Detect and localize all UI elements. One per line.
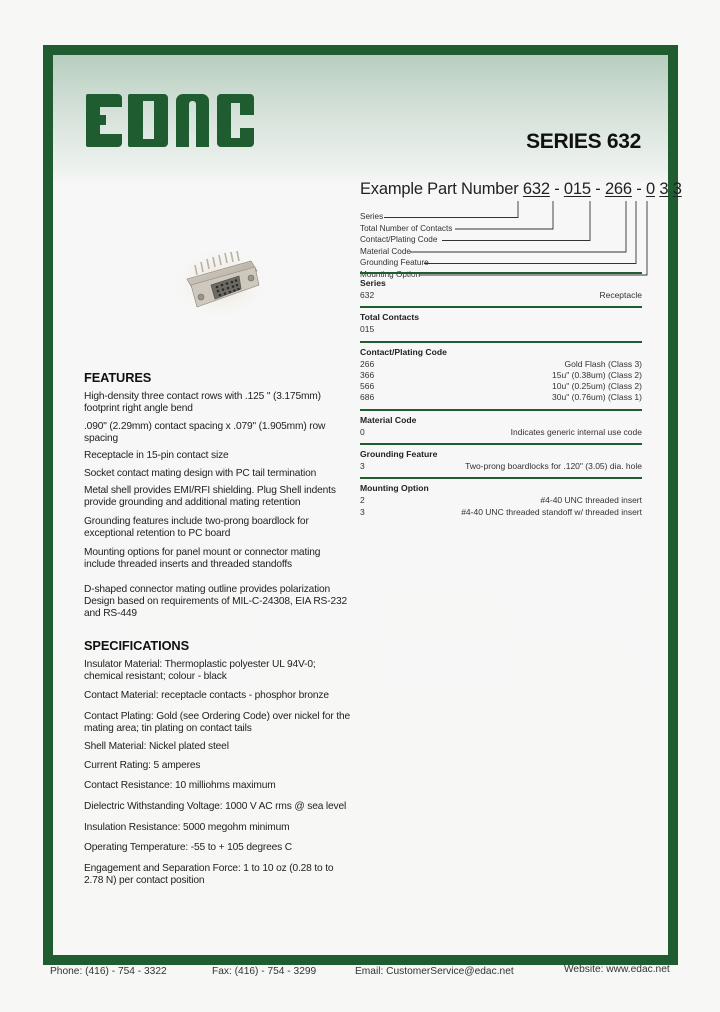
pn-label-series: Series [360,212,384,221]
pn-segment-plating: 266 [604,180,632,198]
features-section [84,370,354,626]
feature-item: High-density three contact rows with .125 " (3.175mm) footprint right angle bend [84,391,321,414]
pn-label-plating: Contact/Plating Code [360,235,438,244]
spec-item: Current Rating: 5 amperes [84,759,201,771]
series-title: SERIES 632 [526,130,641,153]
footer-website[interactable]: Website: www.edac.net [564,964,670,975]
feature-item: Mounting options for panel mount or connector mating include threaded inserts and threaded standoffs [84,547,321,570]
part-number-diagram [360,180,682,280]
spec-item: Contact Material: receptacle contacts - phosphor bronze [84,689,329,701]
pn-label-contacts: Total Number of Contacts [360,223,453,233]
feature-item: Metal shell provides EMI/RFI shielding. Plug Shell indents provide grounding and additional mating retention [84,485,336,508]
ordering-section-grounding-feature: Grounding Feature 3 Two-prong boardlocks for .120" (3.05) dia. hole [360,443,642,477]
ordering-row: 2 #4-40 UNC threaded insert [360,495,642,506]
pn-label-grounding: Grounding Feature [360,258,429,267]
ordering-row: 3 Two-prong boardlocks for .120" (3.05) dia. hole [360,461,642,472]
spec-item: Shell Material: Nickel plated steel [84,741,229,752]
ordering-row: 632 Receptacle [360,290,642,300]
ordering-section-total-contacts: Total Contacts 015 [360,306,642,340]
spec-item: Insulation Resistance: 5000 megohm minimum [84,821,290,833]
pn-segment-mounting: 3 [672,180,682,198]
spec-item: Engagement and Separation Force: 1 to 10 oz (0.28 to to 2.78 N) per contact position [84,862,334,886]
ordering-row: 366 15u" (0.38um) (Class 2) [360,369,642,380]
ordering-section-plating-code: Contact/Plating Code 266 Gold Flash (Class 3) 366 15u" (0.38um) (Class 2) 566 10u" (0.25um) (Class 2) 686 30u" (0.76um) (Class 1) [360,341,642,409]
spec-item: Contact Plating: Gold (see Ordering Code) over nickel for the mating area; tin plating on contact tails [84,710,351,734]
pn-segment-contacts: 015 [563,180,591,198]
specifications-section [84,638,354,893]
feature-item: Socket contact mating design with PC tail termination [84,467,317,479]
ordering-code-table [360,269,642,523]
footer-email[interactable]: Email: CustomerService@edac.net [355,966,514,977]
feature-item: .090" (2.29mm) contact spacing x .079" (1.905mm) row spacing [84,420,326,444]
spec-item: Contact Resistance: 10 milliohms maximum [84,779,276,791]
ordering-row: 0 Indicates generic internal use code [360,426,642,437]
feature-item: Receptacle in 15-pin contact size [84,450,229,461]
datasheet-frame [43,45,682,965]
ordering-row: 015 [360,324,375,335]
part-number-title: Example Part Number 632 - 015 - 266 - 0 3 3 [360,180,682,198]
spec-item: Insulator Material: Thermoplastic polyester UL 94V-0; chemical resistant; colour - black [84,659,316,682]
spec-item: Operating Temperature: -55 to + 105 degrees C [84,841,292,853]
pn-segment-series: 632 [522,180,550,198]
ordering-row: 266 Gold Flash (Class 3) [360,358,642,369]
ordering-section-series: Series 632 Receptacle [360,272,642,306]
ordering-row: 3 #4-40 UNC threaded standoff w/ threaded insert [360,506,642,517]
pn-segment-grounding: 3 [659,180,669,198]
edac-logo [86,92,254,149]
footer-fax: Fax: (416) - 754 - 3299 [212,966,317,977]
pn-label-mounting: Mounting Option [360,269,421,279]
ordering-row: 686 30u" (0.76um) (Class 1) [360,392,642,403]
ordering-row: 566 10u" (0.25um) (Class 2) [360,381,642,392]
connector-product-image [173,245,268,320]
spec-item: Dielectric Withstanding Voltage: 1000 V AC rms @ sea level [84,800,347,812]
footer-phone: Phone: (416) - 754 - 3322 [50,966,167,977]
features-heading: FEATURES [84,370,152,385]
pn-label-material: Material Code [360,246,411,256]
feature-item: D-shaped connector mating outline provides polarization Design based on requirements of MIL-C-24308, EIA RS-232 and RS-449 [84,584,347,619]
ordering-section-mounting-option: Mounting Option 2 #4-40 UNC threaded insert 3 #4-40 UNC threaded standoff w/ threaded insert [360,477,642,523]
ordering-section-material-code: Material Code 0 Indicates generic internal use code [360,409,642,443]
specifications-heading: SPECIFICATIONS [84,638,190,653]
feature-item: Grounding features include two-prong boardlock for exceptional retention to PC board [84,516,309,539]
pn-segment-material: 0 [645,180,655,198]
